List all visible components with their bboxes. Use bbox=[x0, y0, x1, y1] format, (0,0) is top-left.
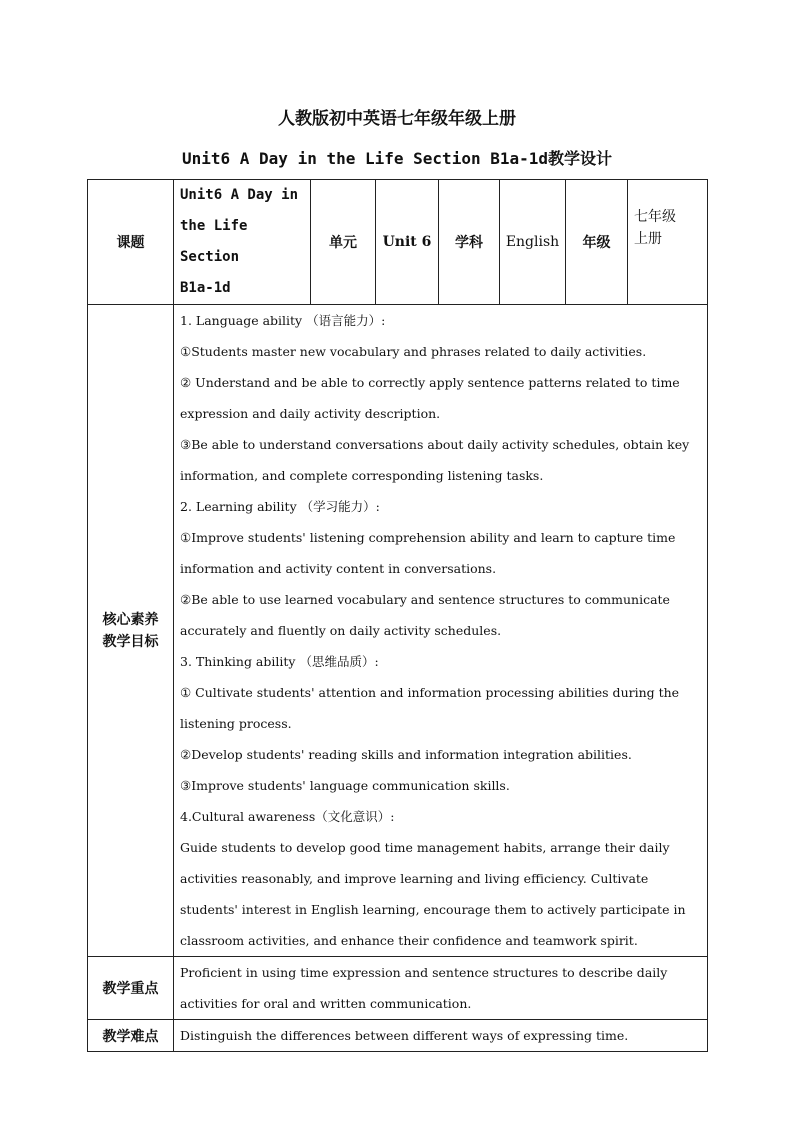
difficulties-content bbox=[174, 1020, 708, 1052]
objective-line: information and activity content in conversations. bbox=[180, 561, 497, 576]
difficulties-row bbox=[88, 1020, 708, 1052]
key-points-row bbox=[88, 957, 708, 1020]
subject-label: 学科 bbox=[439, 180, 500, 305]
key-points-content bbox=[174, 957, 708, 1020]
objective-line: expression and daily activity description. bbox=[180, 406, 441, 421]
grade-value-line: 七年级 bbox=[634, 209, 676, 225]
objective-line: information, and complete corresponding listening tasks. bbox=[180, 468, 544, 483]
objective-line: ①Students master new vocabulary and phrases related to daily activities. bbox=[180, 344, 647, 359]
objective-line: ③Be able to understand conversations about daily activity schedules, obtain key bbox=[180, 437, 690, 452]
lesson-title-line: Unit6 A Day in bbox=[180, 187, 299, 203]
info-row bbox=[88, 180, 708, 305]
objective-line: Guide students to develop good time management habits, arrange their daily bbox=[180, 840, 670, 855]
objective-line: accurately and fluently on daily activity schedules. bbox=[180, 623, 502, 638]
lesson-plan-table bbox=[87, 179, 708, 1052]
objective-line: students' interest in English learning, encourage them to actively participate in bbox=[180, 902, 686, 917]
objective-line: 3. Thinking ability （思维品质）: bbox=[180, 654, 379, 669]
objective-line: classroom activities, and enhance their confidence and teamwork spirit. bbox=[180, 933, 638, 948]
objective-line: ③Improve students' language communication skills. bbox=[180, 778, 510, 793]
objective-line: 4.Cultural awareness（文化意识）: bbox=[180, 809, 395, 824]
document-title: 人教版初中英语七年级年级上册 bbox=[278, 109, 516, 129]
difficulties-label: 教学难点 bbox=[88, 1020, 174, 1052]
objective-line: ① Cultivate students' attention and information processing abilities during the bbox=[180, 685, 680, 700]
lesson-label: 课题 bbox=[88, 180, 174, 305]
objective-line: listening process. bbox=[180, 716, 292, 731]
subject-value: English bbox=[500, 180, 566, 305]
objective-line: activities reasonably, and improve learning and living efficiency. Cultivate bbox=[180, 871, 649, 886]
objectives-label-line: 教学目标 bbox=[102, 633, 159, 650]
key-point-line: Proficient in using time expression and sentence structures to describe daily bbox=[180, 965, 668, 980]
lesson-title-cell bbox=[174, 180, 311, 305]
objective-line: 1. Language ability （语言能力）: bbox=[180, 313, 386, 328]
objective-line: 2. Learning ability （学习能力）: bbox=[180, 499, 380, 514]
lesson-title-line: the Life Section bbox=[180, 218, 248, 265]
objective-line: ②Be able to use learned vocabulary and sentence structures to communicate bbox=[180, 592, 670, 607]
key-points-label: 教学重点 bbox=[88, 957, 174, 1020]
grade-label: 年级 bbox=[566, 180, 628, 305]
key-point-line: activities for oral and written communication. bbox=[180, 996, 472, 1011]
objective-line: ①Improve students' listening comprehension ability and learn to capture time bbox=[180, 530, 676, 545]
grade-value-line: 上册 bbox=[634, 231, 662, 247]
objective-line: ②Develop students' reading skills and information integration abilities. bbox=[180, 747, 632, 762]
objectives-label-line: 核心素养 bbox=[102, 611, 159, 628]
unit-label: 单元 bbox=[311, 180, 376, 305]
unit-value: Unit 6 bbox=[376, 180, 439, 305]
lesson-title-line: B1a-1d bbox=[180, 280, 231, 296]
objectives-label bbox=[88, 305, 174, 957]
objectives-row bbox=[88, 305, 708, 957]
objective-line: ② Understand and be able to correctly apply sentence patterns related to time bbox=[180, 375, 680, 390]
document-subtitle: Unit6 A Day in the Life Section B1a-1d教学设计 bbox=[181, 149, 613, 168]
grade-value-cell bbox=[628, 180, 708, 305]
difficulty-line: Distinguish the differences between different ways of expressing time. bbox=[180, 1028, 629, 1043]
objectives-content bbox=[174, 305, 708, 957]
